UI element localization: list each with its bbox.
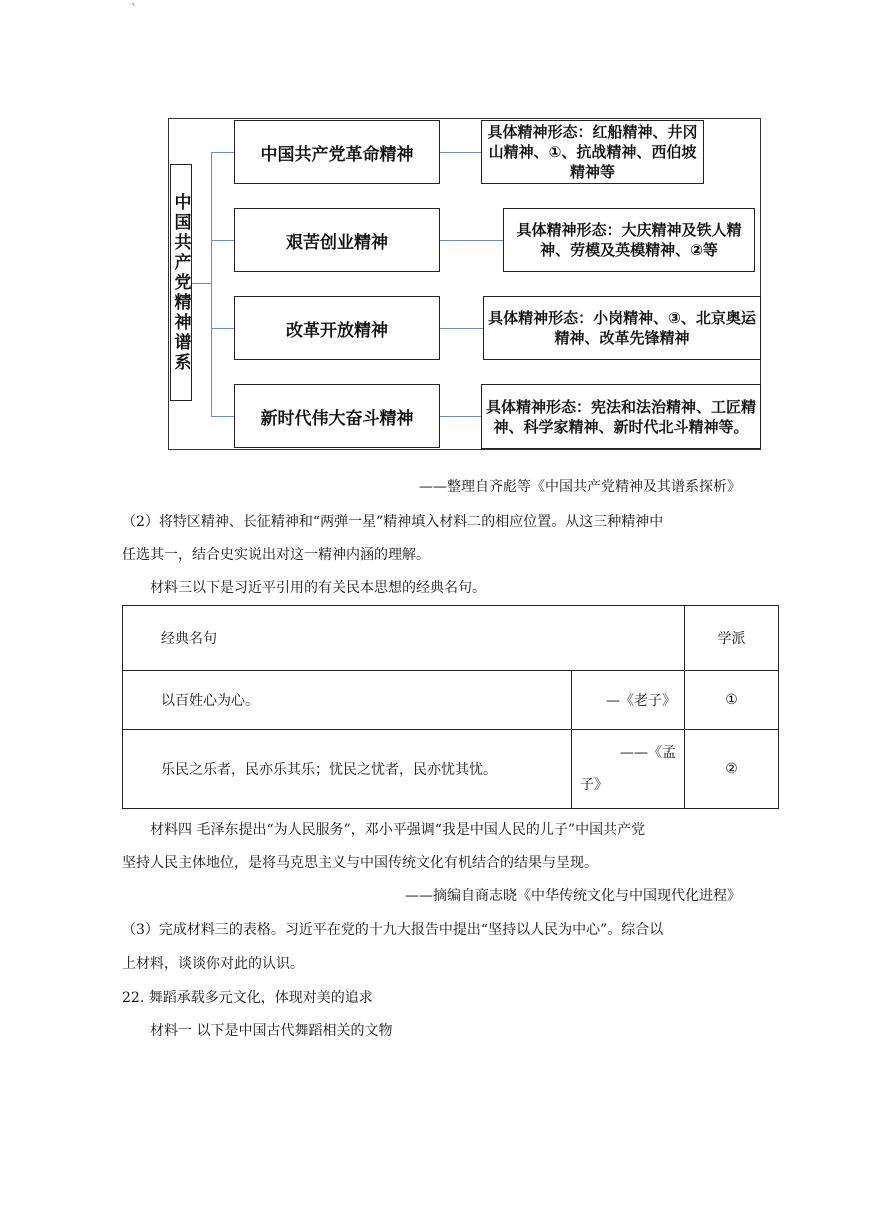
- source-citation: ——整理自齐彪等《中国共产党精神及其谱系探析》: [419, 479, 741, 495]
- spirit-form-box: 具体精神形态：宪法和法治精神、工匠精神、科学家精神、新时代北斗精神等。: [481, 384, 761, 449]
- table-cell-source: —《老子》: [572, 671, 685, 730]
- table-header-quote: 经典名句: [123, 606, 685, 671]
- spirit-genealogy-diagram: [168, 118, 761, 450]
- question-text: 任选其一，结合史实说出对这一精神内涵的理解。: [122, 547, 430, 563]
- table-cell-school: ②: [685, 730, 779, 809]
- question-heading: 22. 舞蹈承载多元文化，体现对美的追求: [122, 990, 373, 1006]
- spirit-name-box: 改革开放精神: [234, 296, 440, 360]
- spirit-name-box: 新时代伟大奋斗精神: [234, 384, 440, 448]
- spirit-form-box: 具体精神形态：红船精神、井冈山精神、①、抗战精神、西伯坡精神等: [481, 120, 704, 184]
- spirit-name-box: 中国共产党革命精神: [234, 120, 440, 184]
- material-text: 材料四 毛泽东提出“为人民服务”，邓小平强调“我是中国人民的儿子”中国共产党: [150, 822, 646, 838]
- material-intro: 材料三以下是习近平引用的有关民本思想的经典名句。: [150, 580, 486, 596]
- spirit-form-box: 具体精神形态：大庆精神及铁人精神、劳模及英模精神、②等: [503, 208, 755, 272]
- table-cell-source: ——《孟 子》: [572, 730, 685, 809]
- question-text: （3）完成材料三的表格。习近平在党的十九大报告中提出“坚持以人民为中心”。综合以: [122, 922, 664, 938]
- diagram-root-box: 中国共产党精神谱系: [170, 164, 192, 401]
- spirit-name-box: 艰苦创业精神: [234, 208, 440, 272]
- source-citation: ——摘编自商志晓《中华传统文化与中国现代化进程》: [405, 888, 741, 904]
- material-text: 坚持人民主体地位，是将马克思主义与中国传统文化有机结合的结果与呈现。: [122, 855, 598, 871]
- classic-quotes-table: [122, 605, 779, 809]
- question-text: （2）将特区精神、长征精神和“两弹一星”精神填入材料二的相应位置。从这三种精神中: [122, 514, 664, 530]
- spirit-form-box: 具体精神形态：小岗精神、③、北京奥运精神、改革先锋精神: [483, 296, 761, 360]
- table-cell-quote: 以百姓心为心。: [123, 671, 572, 730]
- table-cell-school: ①: [685, 671, 779, 730]
- table-header-school: 学派: [685, 606, 779, 671]
- stray-mark: `: [131, 2, 137, 16]
- material-intro: 材料一 以下是中国古代舞蹈相关的文物: [150, 1023, 393, 1039]
- table-cell-quote: 乐民之乐者，民亦乐其乐；忧民之忧者，民亦忧其忧。: [123, 730, 572, 809]
- question-text: 上材料，谈谈你对此的认识。: [122, 956, 304, 972]
